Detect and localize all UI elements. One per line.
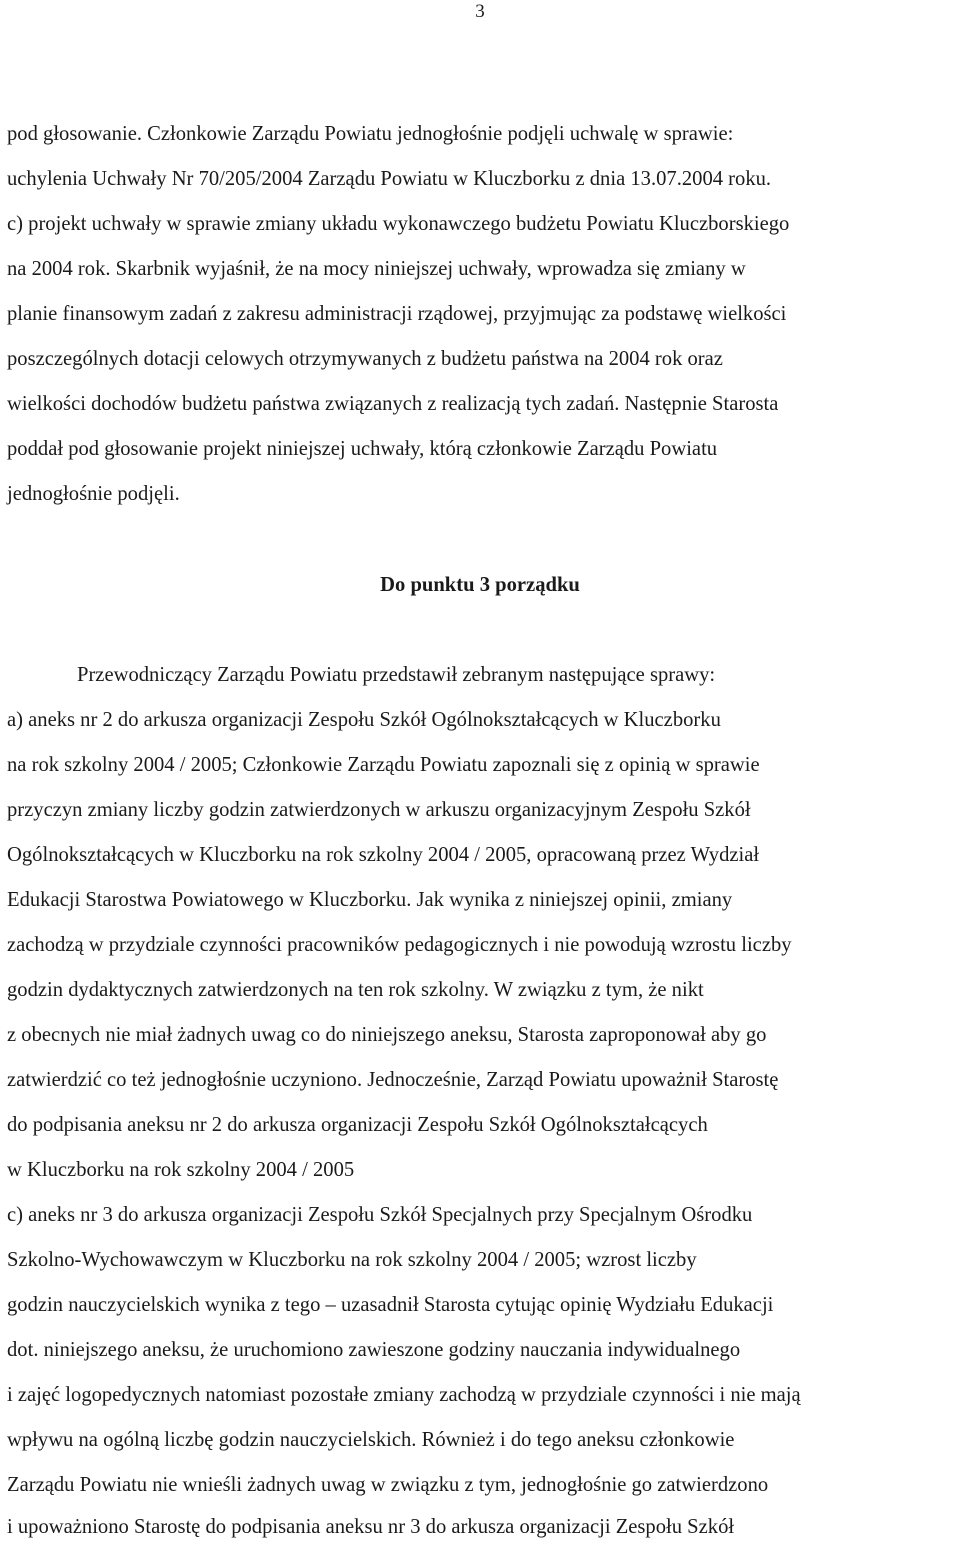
text-line: godzin dydaktycznych zatwierdzonych na ten rok szkolny. W związku z tym, że nikt [7,979,704,1001]
text-line: pod głosowanie. Członkowie Zarządu Powiatu jednogłośnie podjęli uchwalę w sprawie: [7,123,734,145]
intro-line: Przewodniczący Zarządu Powiatu przedstawił zebranym następujące sprawy: [77,664,716,686]
text-line: poddał pod głosowanie projekt niniejszej uchwały, którą członkowie Zarządu Powiatu [7,438,718,460]
section-heading: Do punktu 3 porządku [380,574,580,596]
text-line: godzin nauczycielskich wynika z tego – uzasadnił Starosta cytując opinię Wydziału Edukacji [7,1294,774,1316]
text-line: i upoważniono Starostę do podpisania aneksu nr 3 do arkusza organizacji Zespołu Szkół [7,1516,735,1538]
text-line: zachodzą w przydziale czynności pracowników pedagogicznych i nie powodują wzrostu liczby [7,934,792,956]
text-line: dot. niniejszego aneksu, że uruchomiono zawieszone godziny nauczania indywidualnego [7,1339,741,1361]
text-line: a) aneks nr 2 do arkusza organizacji Zespołu Szkół Ogólnokształcących w Kluczborku [7,709,721,731]
text-line: na rok szkolny 2004 / 2005; Członkowie Zarządu Powiatu zapoznali się z opinią w sprawie [7,754,760,776]
text-line: w Kluczborku na rok szkolny 2004 / 2005 [7,1159,355,1181]
text-line: wielkości dochodów budżetu państwa związanych z realizacją tych zadań. Następnie Starosta [7,393,779,415]
text-line: poszczególnych dotacji celowych otrzymywanych z budżetu państwa na 2004 rok oraz [7,348,723,370]
text-line: do podpisania aneksu nr 2 do arkusza organizacji Zespołu Szkół Ogólnokształcących [7,1114,708,1136]
text-line: z obecnych nie miał żadnych uwag co do niniejszego aneksu, Starosta zaproponował aby go [7,1024,767,1046]
text-line: wpływu na ogólną liczbę godzin nauczycielskich. Również i do tego aneksu członkowie [7,1429,735,1451]
text-line: uchylenia Uchwały Nr 70/205/2004 Zarządu Powiatu w Kluczborku z dnia 13.07.2004 roku. [7,168,772,190]
text-line: planie finansowym zadań z zakresu administracji rządowej, przyjmując za podstawę wielkości [7,303,787,325]
text-line: przyczyn zmiany liczby godzin zatwierdzonych w arkuszu organizacyjnym Zespołu Szkół [7,799,751,821]
text-line: Zarządu Powiatu nie wnieśli żadnych uwag w związku z tym, jednogłośnie go zatwierdzono [7,1474,769,1496]
page-number: 3 [475,1,485,22]
text-line: i zajęć logopedycznych natomiast pozostałe zmiany zachodzą w przydziale czynności i nie mają [7,1384,801,1406]
text-line: jednogłośnie podjęli. [7,483,180,505]
text-line: Szkolno-Wychowawczym w Kluczborku na rok szkolny 2004 / 2005; wzrost liczby [7,1249,697,1271]
text-line: c) projekt uchwały w sprawie zmiany układu wykonawczego budżetu Powiatu Kluczborskiego [7,213,790,235]
text-line: Edukacji Starostwa Powiatowego w Kluczborku. Jak wynika z niniejszej opinii, zmiany [7,889,733,911]
text-line: na 2004 rok. Skarbnik wyjaśnił, że na mocy niniejszej uchwały, wprowadza się zmiany w [7,258,746,280]
text-line: c) aneks nr 3 do arkusza organizacji Zespołu Szkół Specjalnych przy Specjalnym Ośrodku [7,1204,753,1226]
text-line: zatwierdzić co też jednogłośnie uczyniono. Jednocześnie, Zarząd Powiatu upoważnił Starostę [7,1069,779,1091]
text-line: Ogólnokształcących w Kluczborku na rok szkolny 2004 / 2005, opracowaną przez Wydział [7,844,760,866]
